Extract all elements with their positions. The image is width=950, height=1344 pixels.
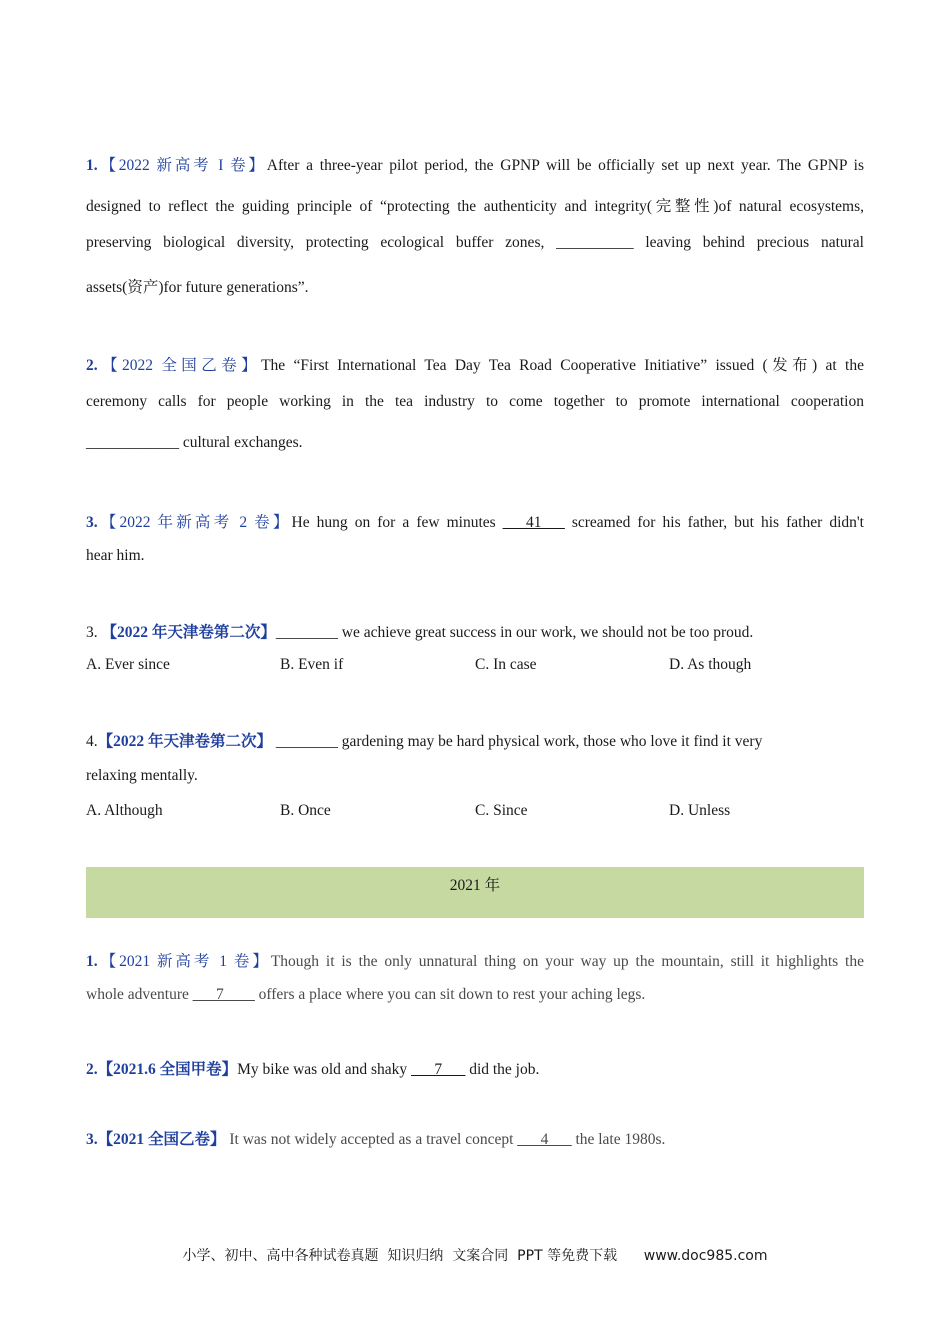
- question-text: assets(资产)for future generations”.: [86, 279, 309, 296]
- question-text: He hung on for a few minutes: [291, 514, 503, 531]
- q2022-2-line1: [86, 353, 864, 375]
- option-d: D. Unless: [669, 802, 731, 819]
- page-footer: 小学、初中、高中各种试卷真题 知识归纳 文案合同 PPT 等免费下载 www.doc985.com: [182, 1248, 768, 1264]
- question-text: whole adventure: [86, 986, 193, 1003]
- question-number: 3.: [86, 1131, 98, 1148]
- section-header-2021: [86, 867, 864, 918]
- q2022-3-line1: [86, 510, 864, 532]
- question-text: Though it is the only unnatural thing on your way up the mountain, still it highlights the: [270, 953, 864, 970]
- q2022-1-line1: [86, 153, 864, 175]
- question-source: 【2021 新高考 1 卷】: [97, 953, 271, 970]
- question-number: 3.: [86, 624, 98, 641]
- question-text: It was not widely accepted as a travel concept: [225, 1131, 518, 1148]
- question-text: screamed for his father, but his father didn't: [564, 514, 864, 531]
- question-text: ________ we achieve great success in our work, we should not be too proud.: [275, 624, 754, 641]
- question-text: did the job.: [465, 1061, 540, 1078]
- question-source: 【2022 新高考 I 卷】: [97, 157, 267, 174]
- q2022-2-line3: [86, 434, 303, 452]
- question-text: hear him.: [86, 547, 145, 564]
- option-d: D. As though: [669, 656, 752, 673]
- question-number: 1.: [86, 953, 98, 970]
- question-text: ________ gardening may be hard physical work, those who love it find it very: [272, 733, 763, 750]
- q2022-3-line2: [86, 547, 145, 565]
- question-source: 【2022 年新高考 2 卷】: [97, 514, 292, 531]
- answer-blank: ___7___: [411, 1061, 466, 1078]
- question-number: 3.: [86, 514, 98, 531]
- question-text: relaxing mentally.: [86, 767, 198, 784]
- option-b: B. Even if: [280, 656, 344, 673]
- question-number: 2.: [86, 1061, 98, 1078]
- q2022-2-line2: [86, 393, 864, 411]
- q2021-2-line1: [86, 1057, 539, 1079]
- question-number: 2.: [86, 357, 98, 374]
- q2021-3-line1: [86, 1127, 665, 1149]
- answer-blank: ___7____: [192, 986, 255, 1003]
- option-c: C. Since: [475, 802, 528, 819]
- question-source: 【2022 年天津卷第二次】: [101, 624, 276, 641]
- q2022-4-line1: [86, 729, 762, 751]
- question-text: preserving biological diversity, protecting ecological buffer zones, __________ leaving behind precious natural: [86, 234, 864, 251]
- question-source: 【2022 年天津卷第二次】: [97, 733, 273, 750]
- question-source: 【2021.6 全国甲卷】: [97, 1061, 238, 1078]
- section-header-title: 2021 年: [449, 877, 501, 894]
- q2022-3b-line1: [86, 620, 753, 642]
- question-number: 1.: [86, 157, 98, 174]
- question-number: 4.: [86, 733, 98, 750]
- question-text: offers a place where you can sit down to rest your aching legs.: [254, 986, 646, 1003]
- question-source: 【2022 全国乙卷】: [97, 357, 262, 374]
- option-a: A. Ever since: [86, 656, 170, 673]
- question-text: After a three-year pilot period, the GPNP will be officially set up next year. The GPNP is: [266, 157, 864, 174]
- question-text: the late 1980s.: [571, 1131, 666, 1148]
- question-text: ceremony calls for people working in the tea industry to come together to promote international cooperation: [86, 393, 864, 410]
- question-text: designed to reflect the guiding principle of “protecting the authenticity and integrity(完整性)of natural ecosystems,: [86, 198, 864, 215]
- answer-blank: ___41___: [502, 514, 565, 531]
- question-text: ____________ cultural exchanges.: [86, 434, 303, 451]
- q2021-1-line2: [86, 986, 645, 1004]
- option-a: A. Although: [86, 802, 163, 819]
- q2022-1-line2: [86, 194, 864, 216]
- question-text: My bike was old and shaky: [237, 1061, 412, 1078]
- question-text: The “First International Tea Day Tea Road Cooperative Initiative” issued (发布) at the: [261, 357, 864, 374]
- q2021-1-line1: [86, 949, 864, 971]
- q2022-4-line2: [86, 767, 198, 785]
- answer-blank: ___4___: [517, 1131, 572, 1148]
- q2022-1-line4: [86, 275, 309, 297]
- option-c: C. In case: [475, 656, 537, 673]
- option-b: B. Once: [280, 802, 331, 819]
- q2022-1-line3: [86, 234, 864, 252]
- question-source: 【2021 全国乙卷】: [97, 1131, 226, 1148]
